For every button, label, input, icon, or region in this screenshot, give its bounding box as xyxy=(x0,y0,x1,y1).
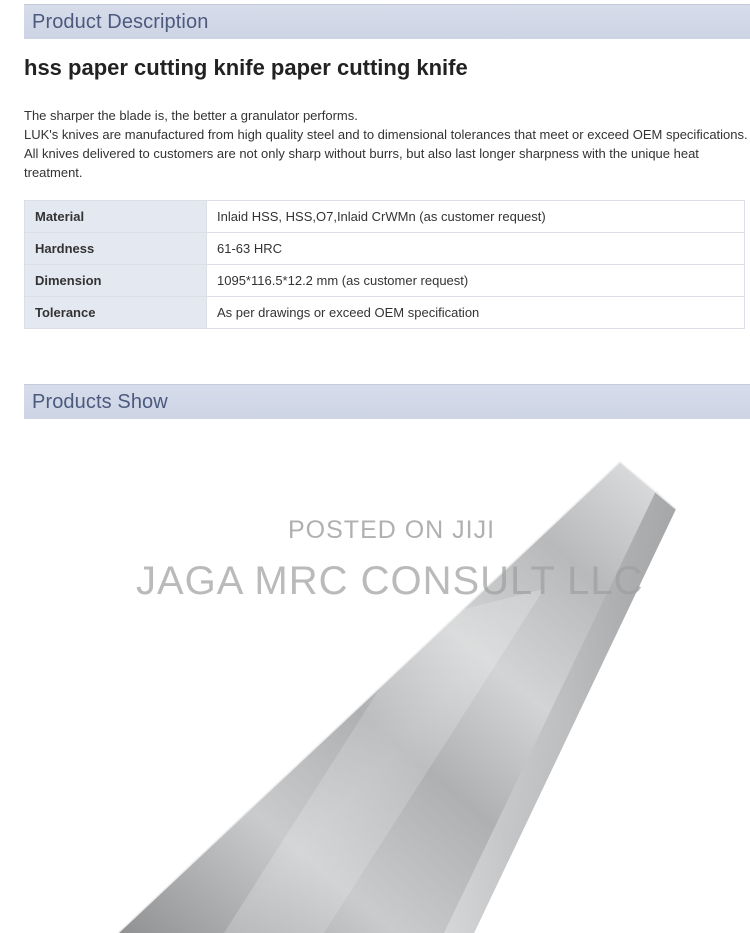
spec-label-dimension: Dimension xyxy=(25,265,207,297)
table-row xyxy=(25,201,745,233)
watermark-company: JAGA MRC CONSULT LLC xyxy=(136,559,644,603)
spec-value-hardness: 61-63 HRC xyxy=(207,233,745,265)
product-description-header xyxy=(24,4,750,39)
table-row xyxy=(25,297,745,329)
spec-label-material: Material xyxy=(25,201,207,233)
product-title: hss paper cutting knife paper cutting knife xyxy=(24,55,468,80)
spec-value-dimension: 1095*116.5*12.2 mm (as customer request) xyxy=(207,265,745,297)
spec-label-hardness: Hardness xyxy=(25,233,207,265)
description-line-1: The sharper the blade is, the better a granulator performs. xyxy=(24,108,358,123)
product-description-heading: Product Description xyxy=(32,11,209,33)
spec-table xyxy=(24,200,745,329)
spec-value-tolerance: As per drawings or exceed OEM specification xyxy=(207,297,745,329)
spec-label-tolerance: Tolerance xyxy=(25,297,207,329)
table-row xyxy=(25,233,745,265)
products-show-header xyxy=(24,384,750,419)
products-show-heading: Products Show xyxy=(32,391,168,413)
description-line-2: LUK's knives are manufactured from high quality steel and to dimensional tolerances that meet or exceed OEM specifications. All knives delivered to customers are not only sharp without burrs, but also last longer sharpness with the unique heat treatment. xyxy=(24,127,748,180)
product-description xyxy=(24,106,750,182)
knife-blade-image xyxy=(24,419,750,933)
spec-value-material: Inlaid HSS, HSS,O7,Inlaid CrWMn (as customer request) xyxy=(207,201,745,233)
table-row xyxy=(25,265,745,297)
watermark-posted: POSTED ON JIJI xyxy=(288,516,496,544)
product-image-area xyxy=(24,419,750,933)
